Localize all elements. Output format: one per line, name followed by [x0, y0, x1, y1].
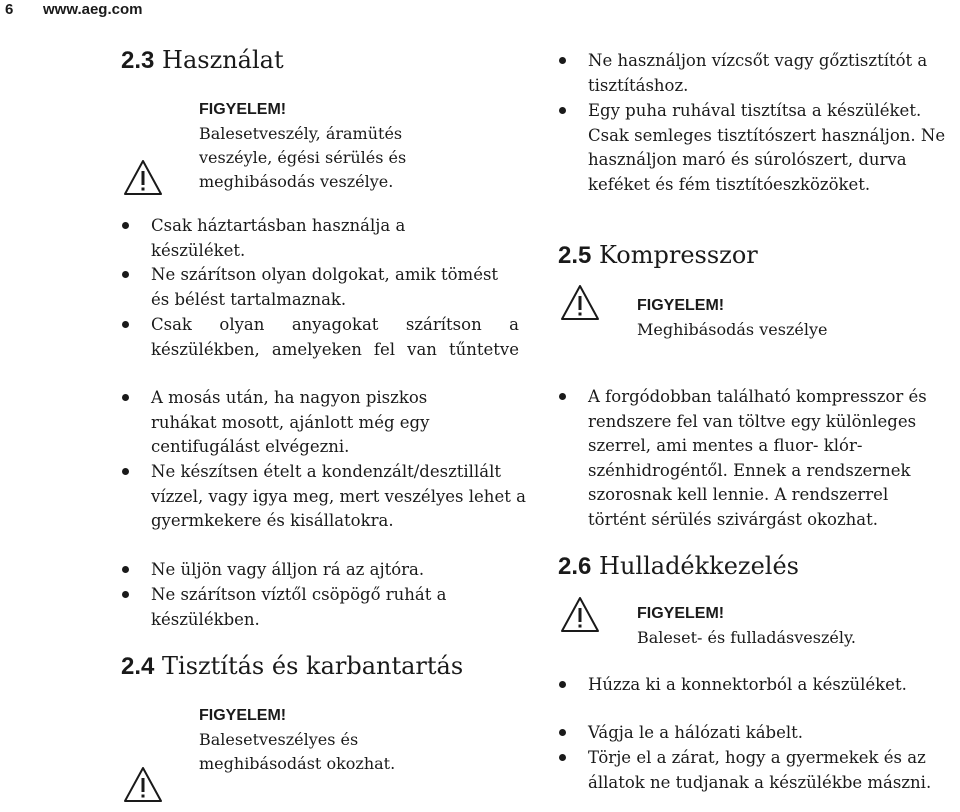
warning-icon: [123, 159, 163, 197]
list-item: A forgódobban található kompresszor és rendszere fel van töltve egy különleges szerrel, ami mentes a fluor- klór-szénhidrogéntől. Ennek a rendszernek szorosnak kell lennie. A rendszerrel történt sérülés szivárgást okozhat.: [588, 385, 938, 532]
warning-line: Balesetveszélyes és: [199, 730, 359, 749]
page-header: [0, 0, 400, 20]
warning-icon: [123, 766, 163, 804]
warning-line: Baleset- és fulladásveszély.: [637, 628, 856, 647]
list-item: Csak háztartásban használja a készüléket.: [151, 214, 451, 263]
warning-title: FIGYELEM!: [199, 707, 287, 724]
section-heading-2-5: 2.5 Kompresszor: [558, 241, 758, 269]
warning-line: veszéyle, égési sérülés és: [199, 148, 407, 167]
warning-title: FIGYELEM!: [637, 297, 725, 314]
list-item: A mosás után, ha nagyon piszkos ruhákat mosott, ajánlott még egy centifugálást elvégezni.: [151, 386, 481, 460]
warning-line: meghibásodást okozhat.: [199, 754, 396, 773]
warning-icon: [560, 596, 600, 634]
warning-block-disposal: [637, 602, 957, 650]
list-item: Ne készítsen ételt a kondenzált/desztillált vízzel, vagy igya meg, mert veszélyes lehet a gyermkekere és kisállatokra.: [151, 460, 531, 534]
list-item: Ne szárítson víztől csöpögő ruhát a készülékben.: [151, 583, 481, 632]
list-item: Ne szárítson olyan dolgokat, amik tömést és bélést tartalmaznak.: [151, 263, 521, 312]
warning-title: FIGYELEM!: [199, 101, 287, 118]
list-item: Törje el a zárat, hogy a gyermekek és az állatok ne tudjanak a készülékbe mászni.: [588, 746, 958, 795]
warning-icon: [560, 284, 600, 322]
website-url: www.aeg.com: [43, 1, 143, 18]
list-item: Csak olyan anyagokat szárítson a készülékben, amelyeken fel van tűntetve: [151, 313, 519, 362]
list-item: Vágja le a hálózati kábelt.: [588, 721, 948, 746]
list-item: Egy puha ruhával tisztítsa a készüléket. Csak semleges tisztítószert használjon. Ne használjon maró és súrolószert, durva keféket és fém tisztítóeszközöket.: [588, 99, 958, 197]
page-number: 6: [5, 1, 14, 18]
warning-line: Balesetveszély, áramütés: [199, 124, 403, 143]
warning-line: meghibásodás veszélye.: [199, 172, 394, 191]
warning-block-cleaning: [199, 704, 499, 776]
section-heading-2-4: 2.4 Tisztítás és karbantartás: [121, 652, 464, 680]
list-item: Ne üljön vagy álljon rá az ajtóra.: [151, 558, 491, 583]
warning-title: FIGYELEM!: [637, 605, 725, 622]
section-heading-2-6: 2.6 Hulladékkezelés: [558, 552, 799, 580]
warning-block-usage: [199, 98, 499, 194]
warning-line: Meghibásodás veszélye: [637, 320, 828, 339]
list-item: Ne használjon vízcsőt vagy gőztisztítót a tisztításhoz.: [588, 49, 953, 98]
section-heading-2-3: 2.3 Használat: [121, 46, 284, 74]
warning-block-compressor: [637, 294, 937, 342]
list-item: Húzza ki a konnektorból a készüléket.: [588, 673, 948, 698]
